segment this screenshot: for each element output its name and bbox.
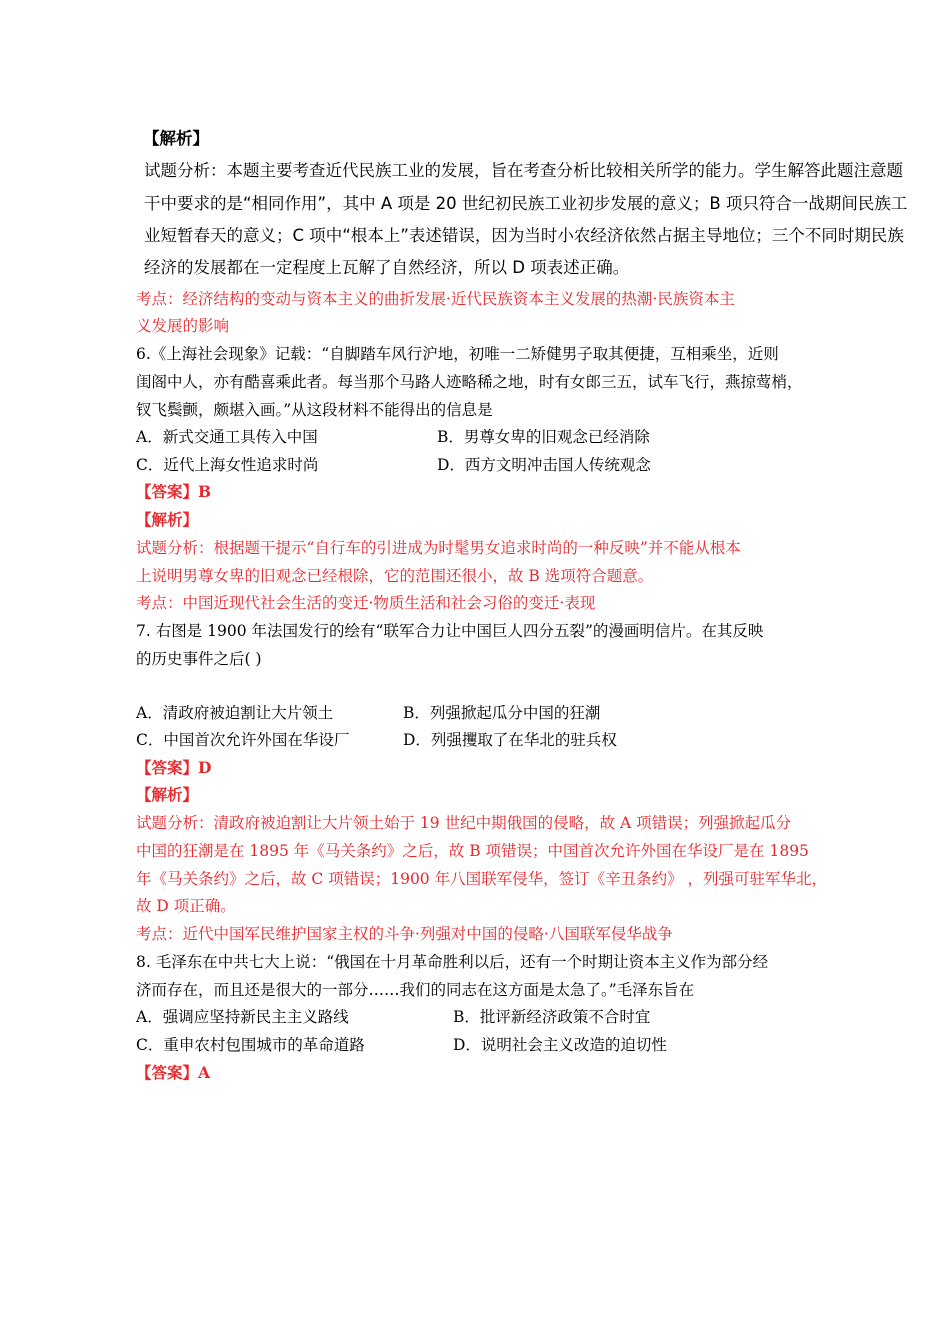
q8-option-b: B．批评新经济政策不合时宜: [453, 1008, 651, 1026]
q6-answer-value: B: [198, 482, 212, 501]
q7-answer-label: 【答案】: [136, 758, 199, 777]
q5-kaodian-line-2: 义发展的影响: [136, 317, 230, 335]
q6-option-c: C．近代上海女性追求时尚: [136, 456, 319, 474]
q8-option-d: D．说明社会主义改造的迫切性: [453, 1036, 667, 1054]
q6-analysis-label: 【解析】: [136, 510, 199, 529]
q5-analysis-label: 【解析】: [143, 129, 209, 148]
q6-analysis-line-1: 试题分析：根据题干提示“自行车的引进成为时髦男女追求时尚的一种反映”并不能从根本: [136, 539, 741, 557]
q7-analysis-line-4: 故 D 项正确。: [136, 897, 236, 915]
q7-answer: [136, 758, 211, 778]
q8-answer-label: 【答案】: [136, 1063, 199, 1082]
q7-analysis-label: 【解析】: [136, 785, 199, 804]
q8-answer-value: A: [198, 1063, 211, 1082]
q6-answer: [136, 482, 211, 502]
q5-analysis-line-3: 业短暂春天的意义；C 项中“根本上”表述错误，因为当时小农经济依然占据主导地位；三个不同时期民族: [144, 226, 904, 245]
q8-option-a: A．强调应坚持新民主主义路线: [136, 1008, 349, 1026]
q6-stem-line-1: 6.《上海社会现象》记载：“自脚踏车风行沪地，初唯一二矫健男子取其便捷，互相乘坐，近则: [136, 345, 779, 363]
q7-option-b: B．列强掀起瓜分中国的狂潮: [403, 704, 601, 722]
q6-kaodian: 考点：中国近现代社会生活的变迁·物质生活和社会习俗的变迁·表现: [136, 594, 596, 612]
q7-option-c: C．中国首次允许外国在华设厂: [136, 731, 350, 749]
q6-option-a: A．新式交通工具传入中国: [136, 428, 318, 446]
q6-stem-line-3: 钗飞鬓颤，颇堪入画。”从这段材料不能得出的信息是: [136, 401, 493, 419]
q7-option-d: D．列强攫取了在华北的驻兵权: [403, 731, 617, 749]
q5-analysis-line-1: 试题分析：本题主要考查近代民族工业的发展，旨在考查分析比较相关所学的能力。学生解答此题注意题: [144, 161, 903, 180]
q6-option-d: D．西方文明冲击国人传统观念: [437, 456, 651, 474]
q6-option-b: B．男尊女卑的旧观念已经消除: [437, 428, 650, 446]
q5-analysis-line-2: 干中要求的是“相同作用”，其中 A 项是 20 世纪初民族工业初步发展的意义；B 项只符合一战期间民族工: [144, 194, 908, 213]
q6-answer-label: 【答案】: [136, 482, 199, 501]
q6-stem-line-2: 闺阁中人，亦有酷喜乘此者。每当那个马路人迹略稀之地，时有女郎三五，试车飞行，燕掠莺梢，: [136, 373, 803, 391]
q7-option-a: A．清政府被迫割让大片领土: [136, 704, 334, 722]
q5-analysis-line-4: 经济的发展都在一定程度上瓦解了自然经济，所以 D 项表述正确。: [144, 258, 630, 277]
q8-answer: [136, 1063, 210, 1083]
q8-stem-line-1: 8. 毛泽东在中共七大上说：“俄国在十月革命胜利以后，还有一个时期让资本主义作为部分经: [136, 953, 769, 971]
q5-kaodian-line-1: 考点：经济结构的变动与资本主义的曲折发展·近代民族资本主义发展的热潮·民族资本主: [136, 290, 735, 308]
q7-analysis-line-2: 中国的狂潮是在 1895 年《马关条约》之后，故 B 项错误；中国首次允许外国在华设厂是在 1895: [136, 842, 809, 860]
q6-analysis-line-2: 上说明男尊女卑的旧观念已经根除，它的范围还很小，故 B 选项符合题意。: [136, 567, 654, 585]
q7-stem-line-2: 的历史事件之后( ): [136, 650, 262, 668]
q7-answer-value: D: [198, 758, 212, 777]
q7-kaodian: 考点：近代中国军民维护国家主权的斗争·列强对中国的侵略·八国联军侵华战争: [136, 925, 673, 943]
q8-option-c: C．重申农村包围城市的革命道路: [136, 1036, 365, 1054]
q7-analysis-line-1: 试题分析：清政府被迫割让大片领土始于 19 世纪中期俄国的侵略，故 A 项错误；列强掀起瓜分: [136, 814, 792, 832]
q8-stem-line-2: 济而存在，而且还是很大的一部分……我们的同志在这方面是太急了。”毛泽东旨在: [136, 981, 695, 999]
q7-stem-line-1: 7. 右图是 1900 年法国发行的绘有“联军合力让中国巨人四分五裂”的漫画明信片。在其反映: [136, 622, 764, 640]
q7-analysis-line-3: 年《马关条约》之后，故 C 项错误；1900 年八国联军侵华，签订《辛丑条约》 ，列强可驻军华北，: [136, 870, 828, 888]
